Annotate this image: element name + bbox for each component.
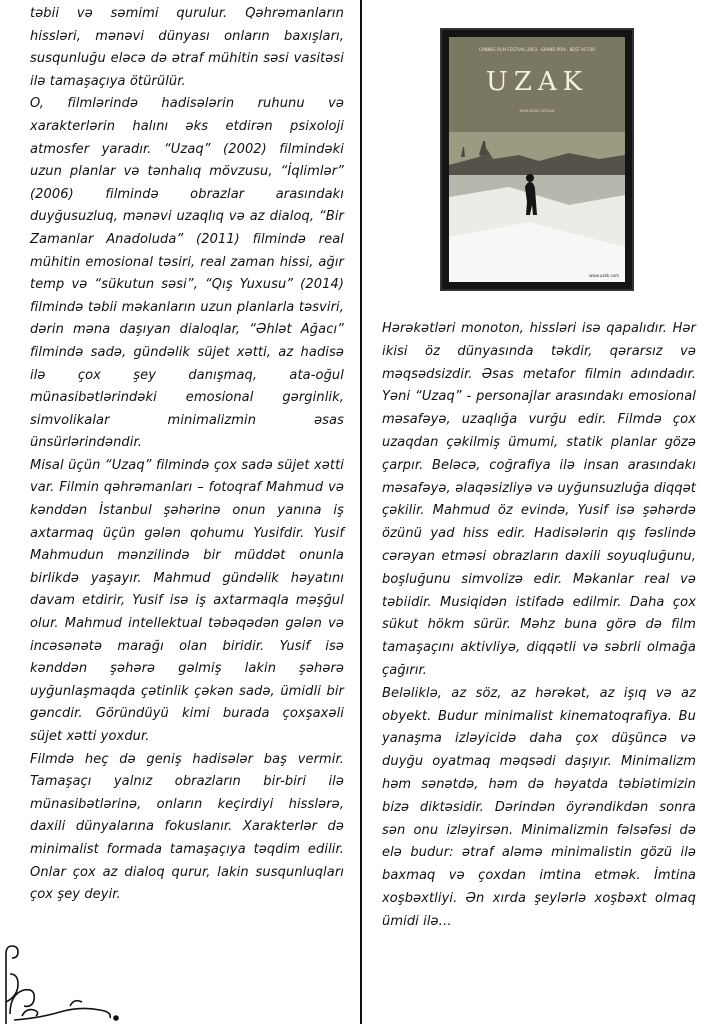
paragraph: təbii və səmimi qurulur. Qəhrəmanların hissləri, mənəvi dünyası onların baxışları, susqunluğu eləcə də ətraf mühitin səsi vasitəsi ilə tamaşaçıya ötürülür.	[30, 6, 344, 89]
right-text-column	[382, 318, 696, 934]
poster-credits: CANNES FILM FESTIVAL 2003 · GRAND PRIX · BEST ACTOR	[478, 47, 596, 52]
film-poster	[440, 28, 634, 291]
column-divider	[360, 0, 362, 1024]
corner-ornament-icon	[0, 944, 120, 1024]
left-text-column	[30, 3, 344, 907]
poster-director: NURİ BİLGE CEYLAN	[519, 109, 555, 113]
paragraph: Filmdə heç də geniş hadisələr baş vermir. Tamaşaçı yalnız obrazların bir-biri ilə münasibətlərinə, onların keçirdiyi hisslərə, daxili dünyalarına fokuslanır. Xarakterlər də minimalist formada tamaşaçıya təqdim edilir. Onlar çox az dialoq qurur, lakin susqunluqları çox şey deyir.	[30, 751, 344, 903]
paragraph: Hərəkətləri monoton, hissləri isə qapalıdır. Hər ikisi öz dünyasında təkdir, qərarsız və məqsədsizdir. Əsas metafor filmin adındadır. Yəni “Uzaq” - personajlar arasındakı emosional məsafəyə, uzaqlığa vurğu edir. Filmdə çox uzaqdan çəkilmiş ümumi, statik planlar gözə çarpır. Beləcə, coğrafiya ilə insan arasındakı məsafəyə, əlaqəsizliyə və uyğunsuzluğa diqqət çəkilir. Mahmud öz evində, Yusif isə şəhərdə özünü yad hiss edir. Hadisələrin qış fəslində cərəyan etməsi obrazların daxili soyuqluğunu, boşluğunu simvolizə edir. Məkanlar real və təbiidir. Musiqidən istifadə edilmir. Daha çox sükut hökm sürür. Məhz buna görə də film tamaşaçını aktivliyə, diqqətli və səbrli olmağa çağırır.	[382, 321, 696, 678]
paragraph: Beləliklə, az söz, az hərəkət, az işıq və az obyekt. Budur minimalist kinematoqrafiya. Bu yanaşma izləyicidə daha çox düşüncə və duyğu oyatmaq məqsədi daşıyır. Minimalizm həm sənətdə, həm də həyatda təbiətimizin bizə diktəsidir. Dərindən öyrəndikdən sonra sən onu izləyirsən. Minimalizmin fəlsəfəsi də elə budur: ətraf aləmə minimalistin gözü ilə baxmaq və çoxdan imtina etmək. İmtina xoşbəxtliyi. Ən xırda şeylərlə xoşbəxt olmaq ümidi ilə…	[382, 685, 696, 929]
poster-title: UZAK	[485, 67, 589, 97]
paragraph: Misal üçün “Uzaq” filmində çox sadə süjet xətti var. Filmin qəhrəmanları – fotoqraf Mahmud və kənddən İstanbul şəhərinə onun yanına iş axtarmaq üçün gələn qohumu Yusifdir. Yusif Mahmudun mənzilində bir müddət onunla birlikdə yaşayır. Mahmud gündəlik həyatını davam etdirir, Yusif isə iş axtarmaqla məşğul olur. Mahmud intellektual təbəqədən gələn və incəsənətə marağı olan biridir. Yusif isə kənddən şəhərə gəlmiş lakin şəhərə uyğunlaşmaqda çətinlik çəkən sadə, ümidli bir gəncdir. Göründüyü kimi burada çoxşaxəli süjet xətti yoxdur.	[30, 457, 344, 744]
poster-footer: www.uzak.com	[589, 273, 619, 278]
paragraph: O, filmlərində hadisələrin ruhunu və xarakterlərin halını əks etdirən psixoloji atmosfer yaradır. “Uzaq” (2002) filmindəki uzun planlar və tənhalıq mövzusu, “İqlimlər” (2006) filmində obrazlar arasındakı duyğusuzluq, mənəvi uzaqlıq və az dialoq, “Bir Zamanlar Anadoluda” (2011) filmində real mühitin emosional təsiri, real zaman hissi, ağır temp və “sükutun səsi”, “Qış Yuxusu” (2014) filmində təbii məkanların uzun planlarla təsviri, dərin məna daşıyan dialoqlar, “Əhlət Ağacı” filmində sadə, gündəlik süjet xətti, az hadisə ilə çox şey danışmaq, ata-oğul münasibətlərindəki emosional gərginlik, simvolikalar minimalizmin əsas ünsürlərindəndir.	[30, 96, 344, 451]
poster-image	[449, 37, 625, 282]
